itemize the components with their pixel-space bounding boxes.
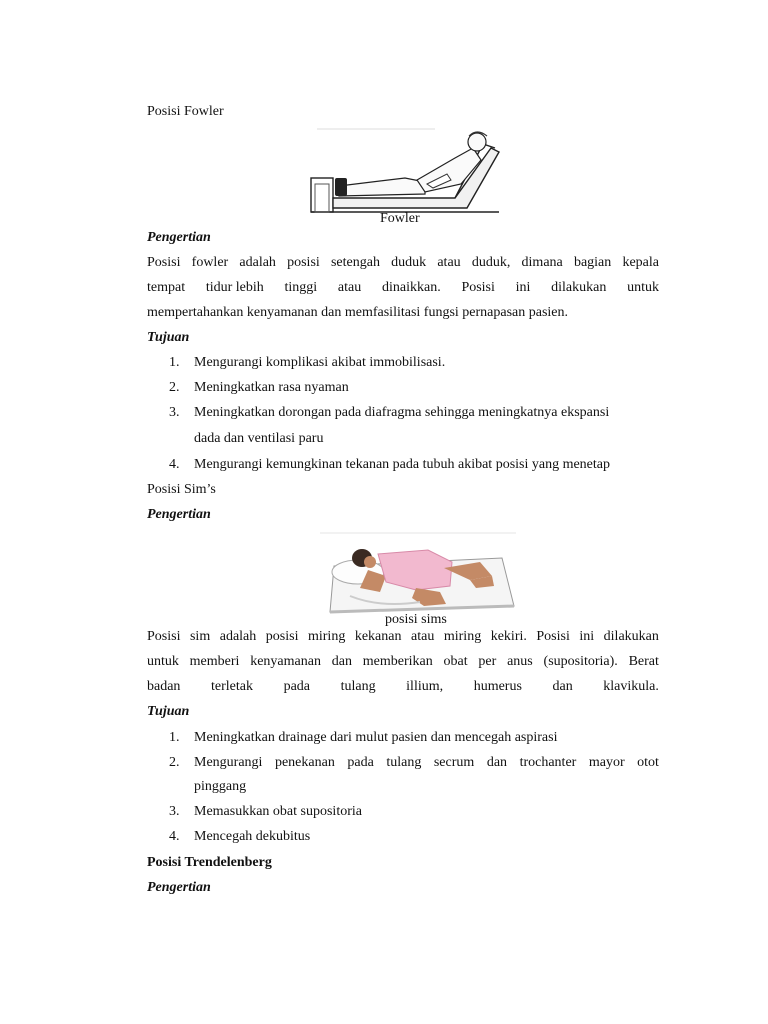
word: duduk,	[471, 255, 511, 270]
word: tulang	[340, 679, 376, 694]
word: dan	[552, 679, 573, 694]
fowler-paragraph-line-2	[147, 280, 659, 296]
list-item: Memasukkan obat supositoria	[194, 804, 362, 819]
list-item: Mengurangi komplikasi akibat immobilisasi.	[194, 355, 446, 370]
list-number: 1.	[169, 730, 180, 745]
list-item-continuation: dada dan ventilasi paru	[194, 431, 324, 446]
word: obat	[443, 654, 468, 669]
word: dimana	[521, 255, 563, 270]
list-number: 3.	[169, 405, 180, 420]
trendelenberg-pengertian-label: Pengertian	[147, 880, 211, 895]
word: duduk	[391, 255, 427, 270]
list-number: 2.	[169, 380, 180, 395]
fowler-paragraph-line-3: mempertahankan kenyamanan dan memfasilitasi fungsi pernapasan pasien.	[147, 305, 569, 320]
word: secrum	[433, 755, 475, 770]
word: pada	[283, 679, 311, 694]
word: atau	[437, 255, 461, 270]
word: Posisi	[461, 280, 495, 295]
word: kenyamanan	[250, 654, 321, 669]
word: ini	[515, 280, 531, 295]
word: memberikan	[362, 654, 433, 669]
word: otot	[637, 755, 659, 770]
word: badan	[147, 679, 181, 694]
sims-paragraph-line-2	[147, 654, 659, 670]
list-number: 4.	[169, 457, 180, 472]
word: anus	[507, 654, 533, 669]
word: klavikula.	[603, 679, 659, 694]
word: Mengurangi	[194, 755, 263, 770]
word: terletak	[211, 679, 253, 694]
list-item-continuation: pinggang	[194, 779, 247, 794]
list-item: Meningkatkan dorongan pada diafragma sehingga meningkatnya ekspansi	[194, 405, 610, 420]
word: dan	[486, 755, 508, 770]
word: untuk	[627, 280, 659, 295]
word: trochanter	[519, 755, 577, 770]
word: per	[478, 654, 497, 669]
word: ini	[579, 629, 595, 644]
word: dilakukan	[603, 629, 659, 644]
word: tidur lebih	[205, 280, 264, 295]
word: kepala	[622, 255, 659, 270]
fowler-heading: Posisi Fowler	[147, 104, 224, 119]
word: tempat	[147, 280, 186, 295]
list-item	[194, 755, 659, 771]
sims-paragraph-line-3	[147, 679, 659, 695]
word: Berat	[628, 654, 659, 669]
word: Posisi	[536, 629, 570, 644]
word: kekanan	[354, 629, 402, 644]
word: illium,	[406, 679, 444, 694]
sims-pengertian-label: Pengertian	[147, 507, 211, 522]
list-number: 1.	[169, 355, 180, 370]
word: memberi	[189, 654, 240, 669]
word: kekiri.	[490, 629, 527, 644]
fowler-paragraph-line-1	[147, 255, 659, 271]
sims-caption: posisi sims	[385, 612, 447, 627]
word: fowler	[191, 255, 229, 270]
word: tulang	[386, 755, 422, 770]
word: penekanan	[274, 755, 335, 770]
list-item: Meningkatkan drainage dari mulut pasien dan mencegah aspirasi	[194, 730, 558, 745]
fowler-illustration	[305, 126, 501, 214]
word: setengah	[330, 255, 380, 270]
word: miring	[307, 629, 346, 644]
word: untuk	[147, 654, 179, 669]
sims-illustration	[320, 532, 516, 614]
list-number: 3.	[169, 804, 180, 819]
trendelenberg-heading: Posisi Trendelenberg	[147, 855, 272, 870]
word: atau	[337, 280, 362, 295]
list-number: 2.	[169, 755, 180, 770]
sims-heading: Posisi Sim’s	[147, 482, 216, 497]
word: mayor	[588, 755, 625, 770]
word: dan	[331, 654, 352, 669]
word: sim	[189, 629, 211, 644]
word: dilakukan	[551, 280, 607, 295]
word: tinggi	[284, 280, 318, 295]
fowler-tujuan-label: Tujuan	[147, 330, 190, 345]
list-number: 4.	[169, 829, 180, 844]
word: pada	[347, 755, 374, 770]
fowler-caption: Fowler	[380, 211, 420, 226]
fowler-pengertian-label: Pengertian	[147, 230, 211, 245]
word: dinaikkan.	[381, 280, 441, 295]
list-item: Mencegah dekubitus	[194, 829, 311, 844]
word: adalah	[219, 629, 257, 644]
list-item: Meningkatkan rasa nyaman	[194, 380, 349, 395]
sims-paragraph-line-1	[147, 629, 659, 645]
sims-tujuan-label: Tujuan	[147, 704, 190, 719]
word: Posisi	[147, 255, 181, 270]
word: posisi	[287, 255, 320, 270]
word: (supositoria).	[543, 654, 618, 669]
word: bagian	[573, 255, 612, 270]
word: posisi	[265, 629, 299, 644]
word: humerus	[473, 679, 522, 694]
word: Posisi	[147, 629, 181, 644]
word: atau	[411, 629, 435, 644]
word: miring	[443, 629, 482, 644]
list-item: Mengurangi kemungkinan tekanan pada tubuh akibat posisi yang menetap	[194, 457, 611, 472]
word: adalah	[239, 255, 276, 270]
